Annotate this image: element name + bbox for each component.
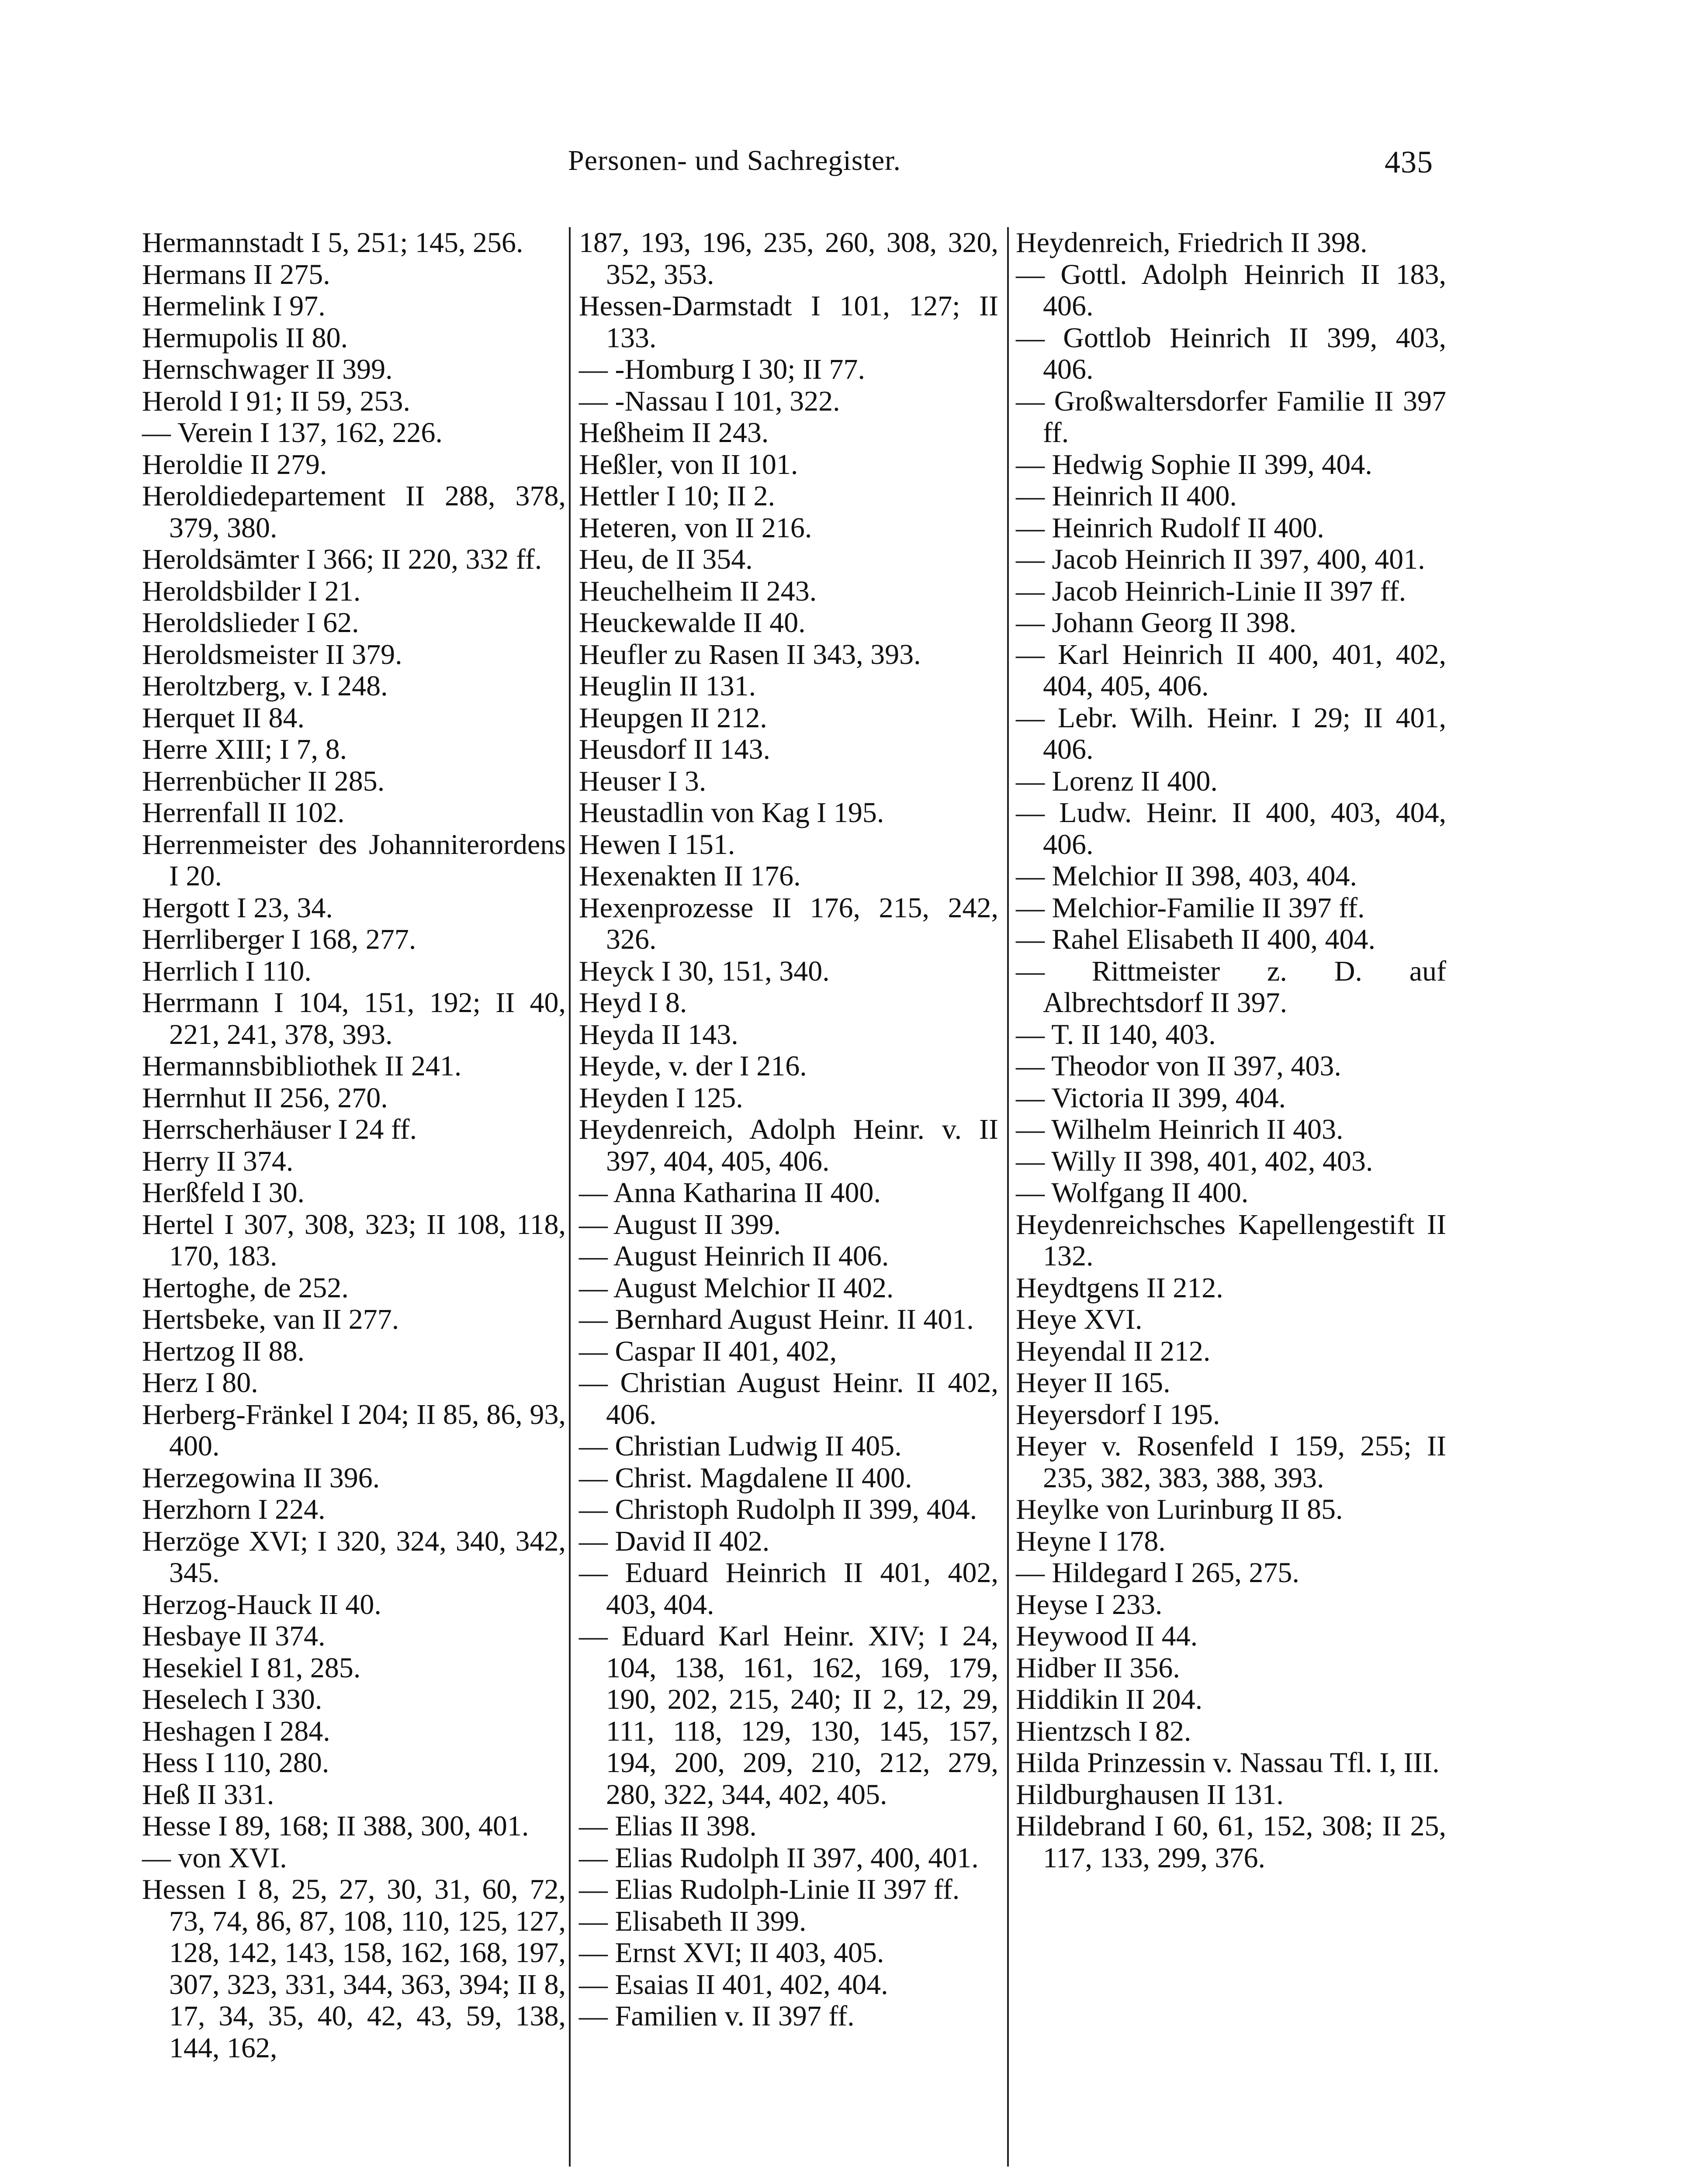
index-entry: Hertoghe, de 252. <box>142 1272 349 1304</box>
index-entry: — Eduard Karl Heinr. XIV; I 24, 104, 138, 161, 162, 169, 179, 190, 202, 215, 240; II 2, 12, 29, 111, 118, 129, 130, 145, 157, 194, 200, 209, 210, 212, 279, 280, 322, 344, 402, 405. <box>579 1620 998 1811</box>
index-entry: Heustadlin von Kag I 195. <box>579 797 884 829</box>
index-entry: — Caspar II 401, 402, <box>579 1335 837 1367</box>
index-entry: Hewen I 151. <box>579 828 735 860</box>
index-entry: Herrnhut II 256, 270. <box>142 1082 388 1114</box>
index-entry: Hientzsch I 82. <box>1016 1715 1191 1747</box>
index-entry: 187, 193, 196, 235, 260, 308, 320, 352, 353. <box>579 227 998 290</box>
index-entry: Heyse I 233. <box>1016 1588 1163 1621</box>
index-entry: Heylke von Lurinburg II 85. <box>1016 1493 1343 1525</box>
index-entry: Heroltzberg, v. I 248. <box>142 670 388 702</box>
index-entry: — David II 402. <box>579 1525 770 1557</box>
index-entry: — Jacob Heinrich II 397, 400, 401. <box>1016 543 1425 575</box>
page-number: 435 <box>1385 145 1433 180</box>
index-entry: Hertsbeke, van II 277. <box>142 1303 399 1335</box>
index-entry: Herre XIII; I 7, 8. <box>142 733 347 765</box>
index-entry: — T. II 140, 403. <box>1016 1018 1216 1051</box>
index-entry: — Heinrich II 400. <box>1016 480 1237 512</box>
index-entry: — Gottlob Heinrich II 399, 403, 406. <box>1016 321 1446 385</box>
index-entry: Hessen I 8, 25, 27, 30, 31, 60, 72, 73, 74, 86, 87, 108, 110, 125, 127, 128, 142, 143, 158, 162, 168, 197, 307, 323, 331, 344, 363, 394; II 8, 17, 34, 35, 40, 42, 43, 59, 138, 144, 162, <box>142 1873 566 2064</box>
index-entry: Heyda II 143. <box>579 1018 738 1051</box>
index-entry: — Christian Ludwig II 405. <box>579 1430 902 1462</box>
index-entry: — Großwaltersdorfer Familie II 397 ff. <box>1016 385 1446 449</box>
index-entry: Heßheim II 243. <box>579 417 769 449</box>
index-entry: Heyde, v. der I 216. <box>579 1050 807 1082</box>
index-entry: Heßler, von II 101. <box>579 448 798 480</box>
index-entry: — Elisabeth II 399. <box>579 1905 807 1937</box>
index-entry: Herz I 80. <box>142 1367 258 1399</box>
index-entry: Heroldiedepartement II 288, 378, 379, 380. <box>142 480 566 544</box>
index-entry: Heuckewalde II 40. <box>579 607 806 639</box>
index-entry: — August II 399. <box>579 1208 781 1241</box>
index-entry: — Verein I 137, 162, 226. <box>142 417 443 449</box>
index-entry: Hernschwager II 399. <box>142 353 393 385</box>
index-entry: Herrlich I 110. <box>142 955 312 987</box>
index-entry: Heupgen II 212. <box>579 702 767 734</box>
index-entry: Herzöge XVI; I 320, 324, 340, 342, 345. <box>142 1525 566 1589</box>
index-entry: Herzog-Hauck II 40. <box>142 1588 381 1621</box>
index-entry: — Eduard Heinrich II 401, 402, 403, 404. <box>579 1557 998 1621</box>
index-entry: — Wolfgang II 400. <box>1016 1177 1249 1209</box>
index-entry: Heyer v. Rosenfeld I 159, 255; II 235, 382, 383, 388, 393. <box>1016 1430 1446 1494</box>
index-entry: Hexenakten II 176. <box>579 860 801 892</box>
index-entry: Hertel I 307, 308, 323; II 108, 118, 170, 183. <box>142 1208 566 1272</box>
index-entry: Herrenfall II 102. <box>142 797 345 829</box>
index-entry: Heyd I 8. <box>579 987 687 1019</box>
index-entry: — Melchior II 398, 403, 404. <box>1016 860 1357 892</box>
index-entry: Heydenreichsches Kapellengestift II 132. <box>1016 1208 1446 1272</box>
index-entry: Heydtgens II 212. <box>1016 1272 1223 1304</box>
index-column-3 <box>1016 227 1446 2184</box>
index-entry: — Theodor von II 397, 403. <box>1016 1050 1341 1082</box>
index-entry: Heroldslieder I 62. <box>142 607 359 639</box>
index-entry: Heß II 331. <box>142 1778 274 1811</box>
index-entry: Hettler I 10; II 2. <box>579 480 776 512</box>
index-entry: — Ernst XVI; II 403, 405. <box>579 1937 884 1969</box>
index-entry: Hess I 110, 280. <box>142 1747 329 1779</box>
index-entry: Heydenreich, Adolph Heinr. v. II 397, 404, 405, 406. <box>579 1113 998 1177</box>
running-title: Personen- und Sachregister. <box>568 145 901 176</box>
index-entry: — Anna Katharina II 400. <box>579 1177 881 1209</box>
index-entry: Herrscherhäuser I 24 ff. <box>142 1113 417 1145</box>
index-entry: Herquet II 84. <box>142 702 305 734</box>
index-entry: — Jacob Heinrich-Linie II 397 ff. <box>1016 575 1406 607</box>
index-entry: Herrmann I 104, 151, 192; II 40, 221, 241, 378, 393. <box>142 987 566 1051</box>
index-entry: — Bernhard August Heinr. II 401. <box>579 1303 974 1335</box>
column-divider <box>1007 227 1009 2167</box>
index-entry: Herold I 91; II 59, 253. <box>142 385 411 417</box>
index-entry: — Elias II 398. <box>579 1810 757 1842</box>
index-entry: Heshagen I 284. <box>142 1715 330 1747</box>
index-entry: Heroldie II 279. <box>142 448 327 480</box>
index-entry: Heuglin II 131. <box>579 670 756 702</box>
index-entry: Heydenreich, Friedrich II 398. <box>1016 227 1368 259</box>
index-entry: Hesse I 89, 168; II 388, 300, 401. <box>142 1810 529 1842</box>
index-entry: Heyer II 165. <box>1016 1367 1171 1399</box>
index-entry: Herrliberger I 168, 277. <box>142 923 416 955</box>
index-entry: — von XVI. <box>142 1842 287 1874</box>
index-entry: — Hedwig Sophie II 399, 404. <box>1016 448 1372 480</box>
index-entry: Heu, de II 354. <box>579 543 753 575</box>
index-entry: Hesekiel I 81, 285. <box>142 1652 361 1684</box>
index-entry: — Victoria II 399, 404. <box>1016 1082 1286 1114</box>
index-entry: — Wilhelm Heinrich II 403. <box>1016 1113 1344 1145</box>
index-column-2 <box>579 227 998 2184</box>
index-entry: Herberg-Fränkel I 204; II 85, 86, 93, 400. <box>142 1398 566 1462</box>
index-entry: Heroldsämter I 366; II 220, 332 ff. <box>142 543 542 575</box>
index-entry: — Rittmeister z. D. auf Albrechtsdorf II 397. <box>1016 955 1446 1019</box>
index-entry: Hessen-Darmstadt I 101, 127; II 133. <box>579 290 998 354</box>
index-entry: Herrenbücher II 285. <box>142 765 385 797</box>
index-entry: — Familien v. II 397 ff. <box>579 2000 855 2032</box>
index-entry: Herrenmeister des Johanniterordens I 20. <box>142 828 566 892</box>
index-entry: Hertzog II 88. <box>142 1335 305 1367</box>
index-entry: — Lorenz II 400. <box>1016 765 1218 797</box>
index-entry: — Karl Heinrich II 400, 401, 402, 404, 405, 406. <box>1016 638 1446 702</box>
index-entry: Hermelink I 97. <box>142 290 326 322</box>
index-entry: Heyendal II 212. <box>1016 1335 1211 1367</box>
index-entry: Hexenprozesse II 176, 215, 242, 326. <box>579 892 998 955</box>
index-entry: Heye XVI. <box>1016 1303 1143 1335</box>
index-entry: Heyne I 178. <box>1016 1525 1166 1557</box>
index-entry: — Gottl. Adolph Heinrich II 183, 406. <box>1016 258 1446 322</box>
index-entry: — Johann Georg II 398. <box>1016 607 1297 639</box>
index-entry: Heywood II 44. <box>1016 1620 1198 1652</box>
index-entry: — Christian August Heinr. II 402, 406. <box>579 1367 998 1431</box>
index-entry: Hermupolis II 80. <box>142 321 348 354</box>
index-entry: — Christ. Magdalene II 400. <box>579 1462 912 1494</box>
index-column-1 <box>142 227 566 2184</box>
index-entry: — Melchior-Familie II 397 ff. <box>1016 892 1365 924</box>
index-entry: — Hildegard I 265, 275. <box>1016 1557 1299 1589</box>
index-entry: Heusdorf II 143. <box>579 733 771 765</box>
index-entry: Hermans II 275. <box>142 258 330 290</box>
index-entry: Hermannstadt I 5, 251; 145, 256. <box>142 227 523 259</box>
index-entry: — Lebr. Wilh. Heinr. I 29; II 401, 406. <box>1016 702 1446 765</box>
index-entry: — Christoph Rudolph II 399, 404. <box>579 1493 977 1525</box>
index-entry: — -Homburg I 30; II 77. <box>579 353 866 385</box>
index-entry: — August Heinrich II 406. <box>579 1240 889 1272</box>
index-entry: — Elias Rudolph II 397, 400, 401. <box>579 1842 979 1874</box>
index-entry: — Willy II 398, 401, 402, 403. <box>1016 1145 1373 1177</box>
index-entry: Heufler zu Rasen II 343, 393. <box>579 638 921 670</box>
index-entry: Hermannsbibliothek II 241. <box>142 1050 462 1082</box>
index-entry: Heyck I 30, 151, 340. <box>579 955 830 987</box>
index-entry: Heuser I 3. <box>579 765 706 797</box>
index-entry: — Rahel Elisabeth II 400, 404. <box>1016 923 1376 955</box>
index-entry: Heselech I 330. <box>142 1683 322 1715</box>
index-entry: Hiddikin II 204. <box>1016 1683 1203 1715</box>
index-entry: — Ludw. Heinr. II 400, 403, 404, 406. <box>1016 797 1446 860</box>
index-entry: Heteren, von II 216. <box>579 511 812 544</box>
index-entry: Hergott I 23, 34. <box>142 892 333 924</box>
index-entry: Herry II 374. <box>142 1145 294 1177</box>
index-entry: Hildburghausen II 131. <box>1016 1778 1284 1811</box>
index-entry: Hilda Prinzessin v. Nassau Tfl. I, III. <box>1016 1747 1440 1779</box>
page-header <box>568 144 1433 197</box>
index-entry: Hidber II 356. <box>1016 1652 1180 1684</box>
index-entry: Hesbaye II 374. <box>142 1620 326 1652</box>
index-entry: — August Melchior II 402. <box>579 1272 894 1304</box>
index-entry: Hildebrand I 60, 61, 152, 308; II 25, 117, 133, 299, 376. <box>1016 1810 1446 1874</box>
index-entry: Herßfeld I 30. <box>142 1177 305 1209</box>
index-entry: Heroldsmeister II 379. <box>142 638 402 670</box>
index-entry: Herzhorn I 224. <box>142 1493 326 1525</box>
index-entry: — -Nassau I 101, 322. <box>579 385 840 417</box>
index-entry: — Esaias II 401, 402, 404. <box>579 1968 888 2001</box>
index-entry: Heroldsbilder I 21. <box>142 575 361 607</box>
column-divider <box>569 227 571 2167</box>
index-entry: Herzegowina II 396. <box>142 1462 380 1494</box>
index-entry: Heyersdorf I 195. <box>1016 1398 1220 1431</box>
index-entry: Heuchelheim II 243. <box>579 575 817 607</box>
index-entry: — Heinrich Rudolf II 400. <box>1016 511 1324 544</box>
index-entry: Heyden I 125. <box>579 1082 743 1114</box>
index-entry: — Elias Rudolph-Linie II 397 ff. <box>579 1873 960 1905</box>
